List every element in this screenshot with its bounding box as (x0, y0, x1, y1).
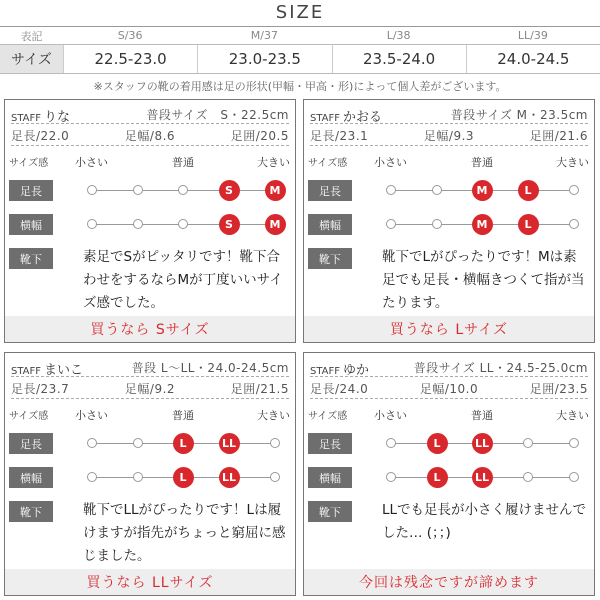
fit-scale-header (5, 154, 295, 170)
fit-row-label: 横幅 (9, 214, 53, 235)
fit-scale-point (178, 219, 188, 229)
fit-row-length (304, 180, 594, 202)
fit-scale-point (432, 219, 442, 229)
staff-comment: LLでも足長が小さく履けませんでした… (；；) (382, 502, 587, 541)
fit-scale-point (386, 438, 396, 448)
dashed-divider (310, 123, 588, 124)
staff-card-yuka (303, 352, 595, 596)
foot-length-measure: 足長/23.1 (310, 129, 369, 143)
scale-normal-label: 普通 (471, 156, 493, 169)
fit-row-length (5, 180, 295, 202)
fit-row-length (5, 433, 295, 455)
foot-measurements (310, 127, 588, 143)
fit-scale-title: サイズ感 (9, 411, 49, 422)
fit-scale-point (87, 185, 97, 195)
fit-scale-point (569, 438, 579, 448)
dashed-divider (11, 376, 289, 377)
staff-header (11, 106, 289, 125)
page-title: SIZE (275, 2, 325, 23)
staff-name: ゆか (343, 363, 370, 378)
staff-card-rina (4, 99, 296, 343)
size-cell: 24.0-24.5 (466, 45, 600, 73)
size-cell: 23.5-24.0 (332, 45, 466, 73)
fit-row-label: 足長 (308, 180, 352, 201)
size-table-header-row (0, 27, 600, 44)
foot-girth-measure: 足囲/21.5 (230, 382, 289, 396)
purchase-verdict: 買うなら LLサイズ (5, 569, 295, 595)
fit-row-label: 横幅 (308, 214, 352, 235)
foot-measurements (11, 127, 289, 143)
fit-row-label: 靴下 (9, 501, 53, 522)
size-cell: 22.5-23.0 (63, 45, 197, 73)
foot-girth-measure: 足囲/21.6 (529, 129, 588, 143)
fit-size-marker: LL (472, 467, 493, 488)
fit-scale-header (304, 154, 594, 170)
dashed-divider (310, 376, 588, 377)
fit-disclaimer: ※スタッフの靴の着用感は足の形状(甲幅・甲高・形)によって個人差がございます。 (93, 80, 507, 93)
fit-size-marker: L (173, 467, 194, 488)
fit-size-marker: M (472, 214, 493, 235)
size-row-label: サイズ (0, 45, 63, 73)
purchase-verdict: 今回は残念ですが諦めます (304, 569, 594, 595)
dashed-divider (310, 398, 588, 399)
usual-size: 普段サイズ M・23.5cm (450, 108, 588, 122)
foot-width-measure: 足幅/9.2 (124, 382, 176, 396)
purchase-verdict: 買うなら Lサイズ (304, 316, 594, 342)
scale-normal-label: 普通 (172, 409, 194, 422)
fit-row-label: 靴下 (308, 501, 352, 522)
size-header-cell: M/37 (250, 29, 278, 42)
fit-scale-point (386, 185, 396, 195)
fit-row-label: 足長 (308, 433, 352, 454)
staff-card-kaoru (303, 99, 595, 343)
staff-name: かおる (343, 110, 383, 125)
fit-scale-title: サイズ感 (9, 158, 49, 169)
fit-scale-point (133, 472, 143, 482)
fit-size-marker: M (472, 180, 493, 201)
fit-row-label: 横幅 (308, 467, 352, 488)
foot-width-measure: 足幅/8.6 (124, 129, 176, 143)
fit-scale-point (523, 472, 533, 482)
scale-large-label: 大きい (556, 409, 589, 422)
fit-row-label: 足長 (9, 433, 53, 454)
foot-width-measure: 足幅/10.0 (419, 382, 479, 396)
size-header-cell: LL/39 (517, 29, 548, 42)
fit-scale-header (304, 407, 594, 423)
fit-size-marker: L (518, 180, 539, 201)
fit-scale-point (178, 185, 188, 195)
fit-size-marker: L (427, 433, 448, 454)
fit-row-width (304, 467, 594, 489)
size-header-cell: S/36 (117, 29, 143, 42)
fit-scale-point (523, 438, 533, 448)
dashed-divider (11, 145, 289, 146)
scale-small-label: 小さい (75, 409, 108, 422)
staff-header (310, 106, 588, 125)
scale-normal-label: 普通 (172, 156, 194, 169)
usual-size: 普段 L〜LL・24.0-24.5cm (131, 361, 289, 375)
fit-scale-point (87, 472, 97, 482)
staff-header (11, 359, 289, 378)
staff-comment: 靴下でLLがぴったりです！Lは履けますが指先がちょっと窮屈に感じました。 (83, 502, 286, 564)
fit-row-label: 足長 (9, 180, 53, 201)
foot-measurements (11, 380, 289, 396)
dashed-divider (11, 123, 289, 124)
fit-size-marker: L (173, 433, 194, 454)
fit-size-marker: LL (219, 467, 240, 488)
foot-length-measure: 足長/24.0 (310, 382, 369, 396)
usual-size: 普段サイズ LL・24.5-25.0cm (413, 361, 588, 375)
fit-size-marker: M (265, 214, 286, 235)
fit-size-marker: S (219, 180, 240, 201)
scale-small-label: 小さい (374, 409, 407, 422)
staff-label: STAFF (310, 366, 341, 377)
fit-row-label: 横幅 (9, 467, 53, 488)
fit-scale-point (87, 438, 97, 448)
scale-large-label: 大きい (257, 409, 290, 422)
scale-small-label: 小さい (75, 156, 108, 169)
fit-size-marker: M (265, 180, 286, 201)
fit-size-marker: LL (472, 433, 493, 454)
fit-size-marker: LL (219, 433, 240, 454)
foot-width-measure: 足幅/9.3 (423, 129, 475, 143)
size-header-label: 表記 (20, 29, 43, 43)
scale-large-label: 大きい (556, 156, 589, 169)
staff-header (310, 359, 588, 378)
fit-scale-point (133, 219, 143, 229)
staff-label: STAFF (11, 366, 42, 377)
staff-comment: 素足でSがピッタリです！靴下合わせをするならMが丁度いいサイズ感でした。 (83, 249, 283, 311)
size-cell: 23.0-23.5 (197, 45, 331, 73)
foot-girth-measure: 足囲/23.5 (529, 382, 588, 396)
fit-scale-title: サイズ感 (308, 158, 348, 169)
fit-scale-point (569, 472, 579, 482)
fit-row-width (5, 214, 295, 236)
fit-row-label: 靴下 (308, 248, 352, 269)
fit-scale-title: サイズ感 (308, 411, 348, 422)
fit-row-length (304, 433, 594, 455)
scale-large-label: 大きい (257, 156, 290, 169)
fit-scale-point (386, 472, 396, 482)
staff-label: STAFF (310, 113, 341, 124)
fit-row-width (5, 467, 295, 489)
foot-measurements (310, 380, 588, 396)
fit-scale-point (87, 219, 97, 229)
fit-row-width (304, 214, 594, 236)
fit-scale-header (5, 407, 295, 423)
fit-scale-point (569, 185, 579, 195)
purchase-verdict: 買うなら Sサイズ (5, 316, 295, 342)
fit-size-marker: L (427, 467, 448, 488)
scale-small-label: 小さい (374, 156, 407, 169)
fit-size-marker: S (219, 214, 240, 235)
scale-normal-label: 普通 (471, 409, 493, 422)
staff-comment: 靴下でLがぴったりです！Mは素足でも足長・横幅きつくて指が当たります。 (382, 249, 585, 311)
size-table-row (0, 44, 600, 74)
dashed-divider (310, 145, 588, 146)
fit-size-marker: L (518, 214, 539, 235)
fit-scale-point (133, 438, 143, 448)
foot-length-measure: 足長/22.0 (11, 129, 70, 143)
staff-name: りな (44, 110, 71, 125)
fit-scale-point (270, 472, 280, 482)
fit-scale-point (133, 185, 143, 195)
fit-row-label: 靴下 (9, 248, 53, 269)
dashed-divider (11, 398, 289, 399)
staff-name: まいこ (44, 363, 84, 378)
foot-girth-measure: 足囲/20.5 (230, 129, 289, 143)
fit-scale-point (432, 185, 442, 195)
foot-length-measure: 足長/23.7 (11, 382, 70, 396)
fit-scale-point (386, 219, 396, 229)
staff-label: STAFF (11, 113, 42, 124)
fit-scale-point (569, 219, 579, 229)
size-table (0, 27, 600, 74)
staff-card-maiko (4, 352, 296, 596)
fit-scale-point (270, 438, 280, 448)
size-header-cell: L/38 (386, 29, 411, 42)
usual-size: 普段サイズ S・22.5cm (146, 108, 289, 122)
